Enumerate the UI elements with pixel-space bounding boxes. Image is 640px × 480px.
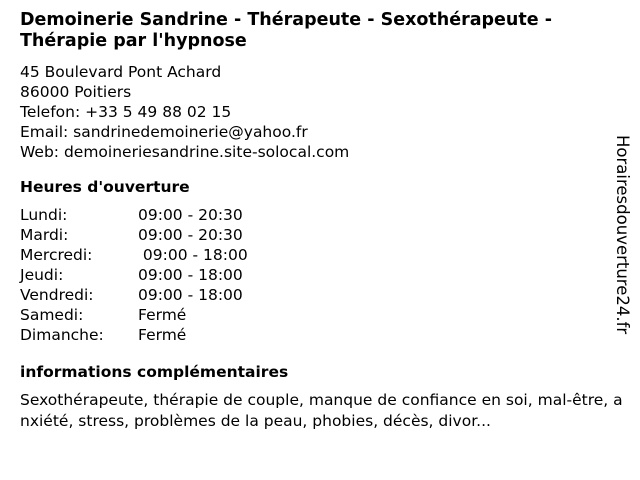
hours-row — [20, 205, 620, 225]
hours-time: 09:00 - 18:00 — [138, 286, 243, 304]
hours-day: Samedi: — [20, 306, 84, 324]
hours-row — [20, 285, 620, 305]
phone-line[interactable]: Telefon: +33 5 49 88 02 15 — [20, 103, 232, 121]
web-line[interactable]: Web: demoineriesandrine.site-solocal.com — [20, 143, 350, 161]
hours-row — [20, 245, 620, 265]
hours-time: Fermé — [138, 326, 187, 344]
hours-time: 09:00 - 20:30 — [138, 226, 243, 244]
hours-time: 09:00 - 20:30 — [138, 206, 243, 224]
hours-day: Jeudi: — [20, 266, 64, 284]
address-city: 86000 Poitiers — [20, 83, 132, 101]
hours-row — [20, 325, 620, 345]
hours-day: Mercredi: — [20, 246, 93, 264]
hours-row — [20, 265, 620, 285]
business-title: Demoinerie Sandrine - Thérapeute - Sexothérapeute - Thérapie par l'hypnose — [20, 10, 552, 51]
hours-row — [20, 305, 620, 325]
hours-heading: Heures d'ouverture — [20, 178, 190, 196]
hours-time: 09:00 - 18:00 — [138, 266, 243, 284]
hours-day: Lundi: — [20, 206, 68, 224]
hours-row — [20, 225, 620, 245]
site-watermark: Horairesdouverture24.fr — [613, 135, 632, 335]
info-text: Sexothérapeute, thérapie de couple, manque de confiance en soi, mal-être, anxiété, stress, problèmes de la peau, phobies, décès, divor... — [20, 391, 623, 430]
hours-table — [20, 205, 620, 345]
hours-day: Dimanche: — [20, 326, 104, 344]
hours-time: Fermé — [138, 306, 187, 324]
hours-day: Mardi: — [20, 226, 69, 244]
address-street: 45 Boulevard Pont Achard — [20, 63, 222, 81]
contact-block — [20, 62, 620, 162]
hours-day: Vendredi: — [20, 286, 94, 304]
info-heading: informations complémentaires — [20, 363, 289, 381]
email-line[interactable]: Email: sandrinedemoinerie@yahoo.fr — [20, 123, 308, 141]
hours-time: 09:00 - 18:00 — [138, 246, 248, 264]
